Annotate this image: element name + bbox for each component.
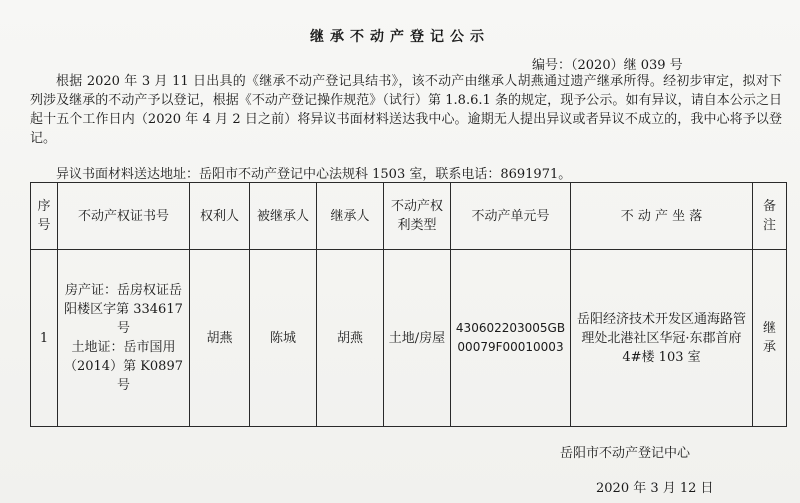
- header-remark: 备注: [753, 183, 787, 250]
- header-right-type: 不动产权利类型: [384, 183, 451, 250]
- issuing-organization: 岳阳市不动产登记中心: [560, 446, 691, 461]
- cell-decedent: 陈城: [250, 250, 317, 427]
- cell-seq: 1: [31, 250, 58, 427]
- cell-heir: 胡燕: [317, 250, 384, 427]
- header-heir: 继承人: [317, 183, 384, 250]
- issue-date: 2020 年 3 月 12 日: [596, 481, 714, 496]
- notice-paragraph: 根据 2020 年 3 月 11 日出具的《继承不动产登记具结书》，该不动产由继承人胡燕通过遗产继承所得。经初步审定，拟对下列涉及继承的不动产予以登记，根据《不动产登记操作规范》（试行）第 1.8.6.1 条的规定，现予公示。如有异议，请自本公示之日起十五个工作日内（2020 年 4 月 2 日之前）将异议书面材料送达我中心。逾期无人提出异议或者异议不成立的，我中心将予以登记。: [30, 74, 782, 146]
- document-title: 继承不动产登记公示: [310, 29, 490, 45]
- document-number: 编号：（2020）继 039 号: [532, 58, 683, 73]
- header-holder: 权利人: [190, 183, 250, 250]
- cell-remark: 继承: [753, 250, 787, 427]
- cell-unit-number: 430602203005GB00079F00010003: [451, 250, 571, 427]
- cell-location: 岳阳经济技术开发区通海路管理处北港社区华冠·东郡首府 4#楼 103 室: [571, 250, 753, 427]
- header-unit-number: 不动产单元号: [451, 183, 571, 250]
- objection-address-line: 异议书面材料送达地址：岳阳市不动产登记中心法规科 1503 室，联系电话：8691971。: [56, 167, 572, 182]
- registration-table: [30, 182, 787, 427]
- table-row: [31, 250, 787, 427]
- cert-house: 房产证：岳房权证岳阳楼区字第 334617 号: [64, 283, 183, 336]
- header-cert-number: 不动产权证书号: [58, 183, 190, 250]
- header-location: 不 动 产 坐 落: [571, 183, 753, 250]
- cell-right-type: 土地/房屋: [384, 250, 451, 427]
- header-decedent: 被继承人: [250, 183, 317, 250]
- header-seq: 序号: [31, 183, 58, 250]
- table-header-row: [31, 183, 787, 250]
- cell-holder: 胡燕: [190, 250, 250, 427]
- cert-land: 土地证：岳市国用（2014）第 K0897 号: [63, 340, 183, 393]
- cell-cert-number: [58, 250, 190, 427]
